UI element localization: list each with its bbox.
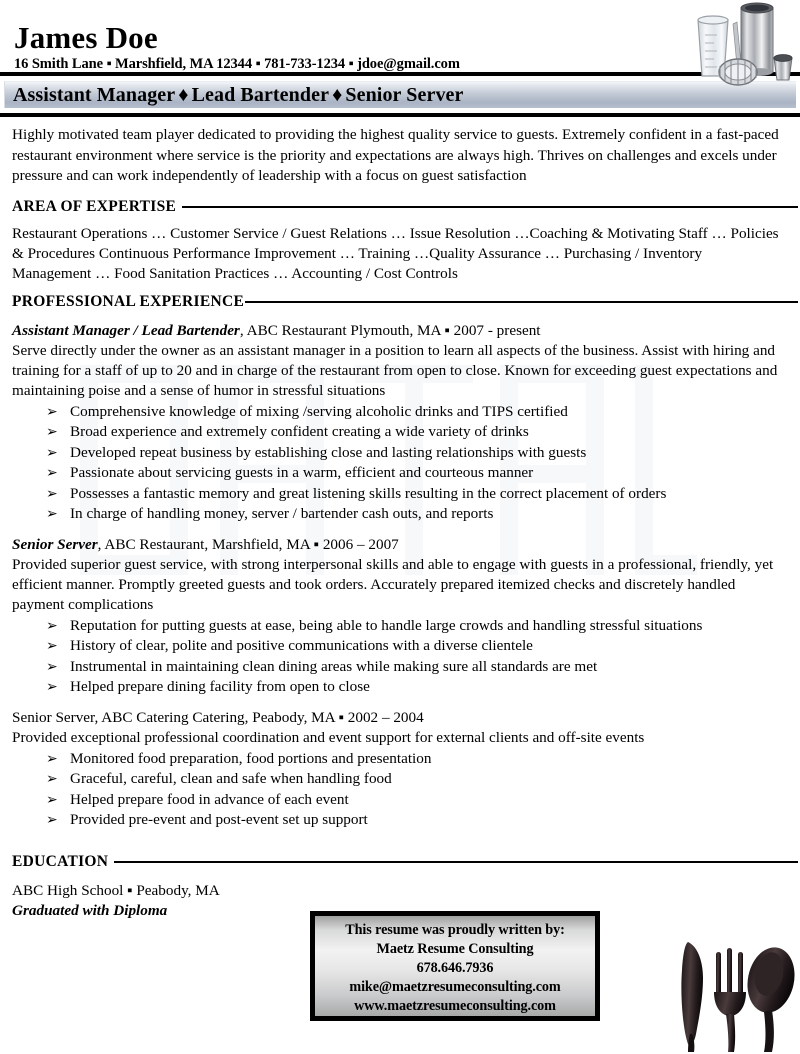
arrow-bullet-icon: ➢ bbox=[46, 812, 58, 828]
credit-company-name: Maetz Resume Consulting bbox=[376, 941, 534, 957]
arrow-bullet-icon: ➢ bbox=[46, 791, 58, 808]
list-item bbox=[46, 616, 782, 637]
role-primary: Assistant Manager bbox=[13, 84, 176, 106]
diamond-separator-2-icon: ♦ bbox=[332, 84, 343, 106]
bullet-text: Developed repeat business by establishing close and lasting relationships with guests bbox=[70, 443, 587, 461]
list-item bbox=[46, 790, 782, 811]
section-rule bbox=[245, 301, 798, 303]
arrow-bullet-icon: ➢ bbox=[46, 485, 58, 502]
arrow-bullet-icon: ➢ bbox=[46, 679, 58, 695]
list-item bbox=[46, 504, 782, 525]
credit-line-intro: This resume was proudly written by: bbox=[345, 922, 565, 938]
section-header-education bbox=[0, 831, 800, 871]
cocktail-shaker-icon bbox=[684, 2, 794, 88]
arrow-bullet-icon: ➢ bbox=[46, 424, 58, 440]
arrow-bullet-icon: ➢ bbox=[46, 403, 58, 420]
job-bullet-list bbox=[12, 402, 782, 525]
resume-header bbox=[0, 0, 800, 72]
bullet-text: In charge of handling money, server / bartender cash outs, and reports bbox=[70, 505, 494, 522]
arrow-bullet-icon: ➢ bbox=[46, 617, 58, 634]
section-title-education: EDUCATION bbox=[12, 852, 109, 870]
job-description: Serve directly under the owner as an assistant manager in a position to learn all aspects of the business. Assist with hiring and training for a staff of up to 20 and in charge of the restaurant from open to close. Known for exceeding guest expectations and maintaining poise and a sense of humor in stressful situations bbox=[12, 341, 778, 399]
professional-summary: Highly motivated team player dedicated to providing the highest quality service to guests. Extremely confident in a fast-paced restaurant environment where service is the priority and expectations are always high. Thrives on challenges and excels under pressure and can work independently of leadership with a focus on guest satisfaction bbox=[12, 126, 779, 184]
bullet-text: Possesses a fantastic memory and great listening skills resulting in the correct placement of orders bbox=[70, 484, 667, 502]
bullet-text: Broad experience and extremely confident creating a wide variety of drinks bbox=[70, 423, 529, 440]
credit-email[interactable]: mike@maetzresumeconsulting.com bbox=[349, 979, 561, 995]
arrow-bullet-icon: ➢ bbox=[46, 506, 58, 522]
list-item bbox=[46, 443, 782, 464]
arrow-bullet-icon: ➢ bbox=[46, 638, 58, 654]
page-title: James Doe bbox=[14, 20, 158, 55]
list-item bbox=[46, 636, 782, 657]
list-item bbox=[46, 769, 782, 790]
job-company-dates: , ABC Catering Catering, Peabody, MA ▪ 2002 – 2004 bbox=[94, 708, 424, 726]
job-role: Senior Server bbox=[12, 708, 95, 726]
arrow-bullet-icon: ➢ bbox=[46, 465, 58, 481]
diamond-separator-1-icon: ♦ bbox=[178, 84, 189, 106]
job-title-line bbox=[12, 535, 782, 555]
titlebar-wrapper bbox=[0, 76, 800, 113]
section-rule bbox=[114, 861, 798, 863]
expertise-list: Restaurant Operations … Customer Service / Guest Relations … Issue Resolution …Coaching & Motivating Staff … Policies & Procedures Continuous Performance Improvement … Training …Quality Assurance … Purchasing / Inventory Management … Food Sanitation Practices … Accounting / Cost Controls bbox=[12, 224, 779, 282]
job-title-line bbox=[12, 708, 782, 728]
job-bullet-list bbox=[12, 616, 782, 698]
list-item bbox=[46, 402, 782, 423]
job-title-line bbox=[12, 321, 782, 341]
silverware-icon bbox=[670, 934, 796, 1052]
section-header-expertise bbox=[0, 189, 800, 216]
role-titlebar bbox=[4, 81, 796, 108]
section-title-expertise: AREA OF EXPERTISE bbox=[12, 197, 177, 215]
arrow-bullet-icon: ➢ bbox=[46, 444, 58, 461]
role-secondary: Lead Bartender bbox=[191, 84, 330, 106]
list-item bbox=[46, 463, 782, 484]
job-company-dates: , ABC Restaurant Plymouth, MA ▪ 2007 - present bbox=[239, 321, 541, 339]
bullet-text: History of clear, polite and positive communications with a diverse clientele bbox=[70, 637, 533, 654]
section-header-experience bbox=[0, 284, 800, 311]
experience-entry bbox=[0, 698, 800, 831]
arrow-bullet-icon: ➢ bbox=[46, 658, 58, 675]
experience-entry bbox=[0, 525, 800, 698]
job-description: Provided exceptional professional coordination and event support for external clients and off-site events bbox=[12, 728, 645, 746]
job-bullet-list bbox=[12, 749, 782, 831]
bullet-text: Passionate about servicing guests in a warm, efficient and courteous manner bbox=[70, 464, 534, 481]
bullet-text: Instrumental in maintaining clean dining areas while making sure all standards are met bbox=[70, 657, 598, 675]
arrow-bullet-icon: ➢ bbox=[46, 750, 58, 767]
bullet-text: Helped prepare food in advance of each event bbox=[70, 790, 349, 808]
list-item bbox=[46, 749, 782, 770]
bullet-text: Provided pre-event and post-event set up support bbox=[70, 811, 368, 828]
arrow-bullet-icon: ➢ bbox=[46, 771, 58, 787]
section-rule bbox=[182, 206, 798, 208]
list-item bbox=[46, 810, 782, 831]
list-item bbox=[46, 422, 782, 443]
resume-writer-credit-box bbox=[310, 911, 600, 1021]
list-item bbox=[46, 657, 782, 678]
bullet-text: Helped prepare dining facility from open to close bbox=[70, 678, 370, 695]
credit-website[interactable]: www.maetzresumeconsulting.com bbox=[354, 998, 556, 1014]
list-item bbox=[46, 484, 782, 505]
education-credential: Graduated with Diploma bbox=[12, 901, 168, 919]
bullet-text: Reputation for putting guests at ease, being able to handle large crowds and handling stressful situations bbox=[70, 616, 703, 634]
experience-entry bbox=[0, 311, 800, 525]
contact-line: 16 Smith Lane ▪ Marshfield, MA 12344 ▪ 781-733-1234 ▪ jdoe@gmail.com bbox=[14, 56, 460, 72]
list-item bbox=[46, 677, 782, 698]
bullet-text: Graceful, careful, clean and safe when handling food bbox=[70, 770, 392, 787]
job-description: Provided superior guest service, with strong interpersonal skills and able to engage with guests in a professional, friendly, yet efficient manner. Promptly greeted guests and took orders. Accurately prepared itemized checks and discretely handled payment complications bbox=[12, 555, 774, 613]
section-title-experience: PROFESSIONAL EXPERIENCE bbox=[12, 292, 245, 310]
job-role: Senior Server bbox=[12, 535, 98, 553]
bullet-text: Comprehensive knowledge of mixing /serving alcoholic drinks and TIPS certified bbox=[70, 402, 568, 420]
credit-phone: 678.646.7936 bbox=[416, 960, 494, 976]
job-role: Assistant Manager / Lead Bartender bbox=[12, 321, 240, 339]
role-tertiary: Senior Server bbox=[345, 84, 464, 106]
job-company-dates: , ABC Restaurant, Marshfield, MA ▪ 2006 – 2007 bbox=[97, 535, 399, 553]
education-school: ABC High School ▪ Peabody, MA bbox=[12, 881, 220, 899]
experience-list bbox=[0, 311, 800, 831]
bullet-text: Monitored food preparation, food portions and presentation bbox=[70, 749, 432, 767]
